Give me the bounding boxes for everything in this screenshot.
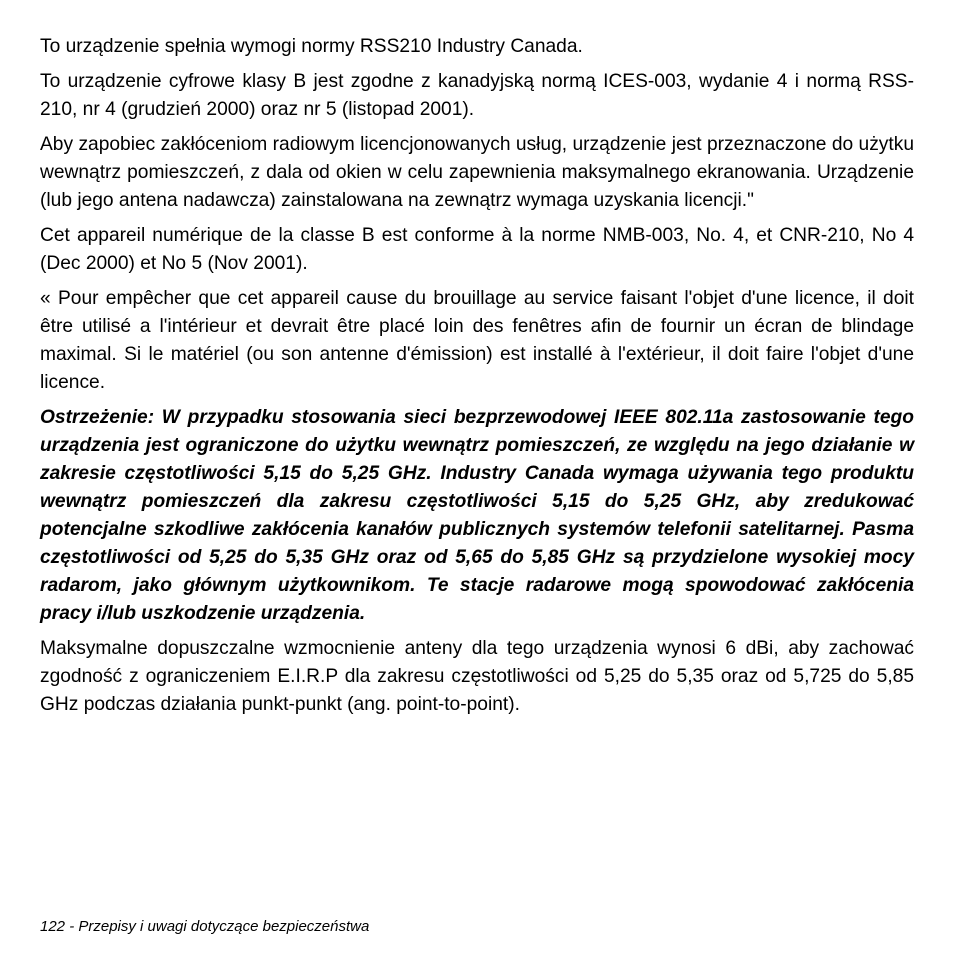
paragraph-licence-french: « Pour empêcher que cet appareil cause du brouillage au service faisant l'objet d'une licence, il doit être utilisé a l'intérieur et devrait être placé loin des fenêtres afin de fournir un écran de blindage maximal. Si le matériel (ou son antenne d'émission) est installé à l'extérieur, il doit faire l'objet d'une licence. — [40, 288, 914, 393]
paragraph-rss210-compliance: To urządzenie spełnia wymogi normy RSS210 Industry Canada. — [40, 36, 583, 57]
page-footer: 122 - Przepisy i uwagi dotyczące bezpieczeństwa — [40, 918, 370, 935]
paragraph-ices003-compliance: To urządzenie cyfrowe klasy B jest zgodne z kanadyjską normą ICES-003, wydanie 4 i normą RSS-210, nr 4 (grudzień 2000) oraz nr 5 (listopad 2001). — [40, 71, 914, 120]
paragraph-antenna-gain: Maksymalne dopuszczalne wzmocnienie anteny dla tego urządzenia wynosi 6 dBi, aby zachować zgodność z ograniczeniem E.I.R.P dla zakresu częstotliwości od 5,25 do 5,35 oraz od 5,725 do 5,85 GHz podczas działania punkt-punkt (ang. point-to-point). — [40, 638, 914, 715]
paragraph-warning-ieee80211a: Ostrzeżenie: W przypadku stosowania sieci bezprzewodowej IEEE 802.11a zastosowanie tego urządzenia jest ograniczone do użytku wewnątrz pomieszczeń, ze względu na jego działanie w zakresie częstotliwości 5,15 do 5,25 GHz. Industry Canada wymaga używania tego produktu wewnątrz pomieszczeń dla zakresu częstotliwości 5,15 do 5,25 GHz, aby zredukować potencjalne szkodliwe zakłócenia kanałów publicznych systemów telefonii satelitarnej. Pasma częstotliwości od 5,25 do 5,35 GHz oraz od 5,65 do 5,85 GHz są przydzielone wysokiej mocy radarom, jako głównym użytkownikom. Te stacje radarowe mogą spowodować zakłócenia pracy i/lub uszkodzenie urządzenia. — [40, 407, 914, 624]
paragraph-nmb003-french: Cet appareil numérique de la classe B est conforme à la norme NMB-003, No. 4, et CNR-210, No 4 (Dec 2000) et No 5 (Nov 2001). — [40, 225, 914, 274]
paragraph-indoor-use-notice: Aby zapobiec zakłóceniom radiowym licencjonowanych usług, urządzenie jest przeznaczone do użytku wewnątrz pomieszczeń, z dala od okien w celu zapewnienia maksymalnego ekranowania. Urządzenie (lub jego antena nadawcza) zainstalowana na zewnątrz wymaga uzyskania licencji." — [40, 134, 914, 211]
page-body — [40, 33, 914, 726]
